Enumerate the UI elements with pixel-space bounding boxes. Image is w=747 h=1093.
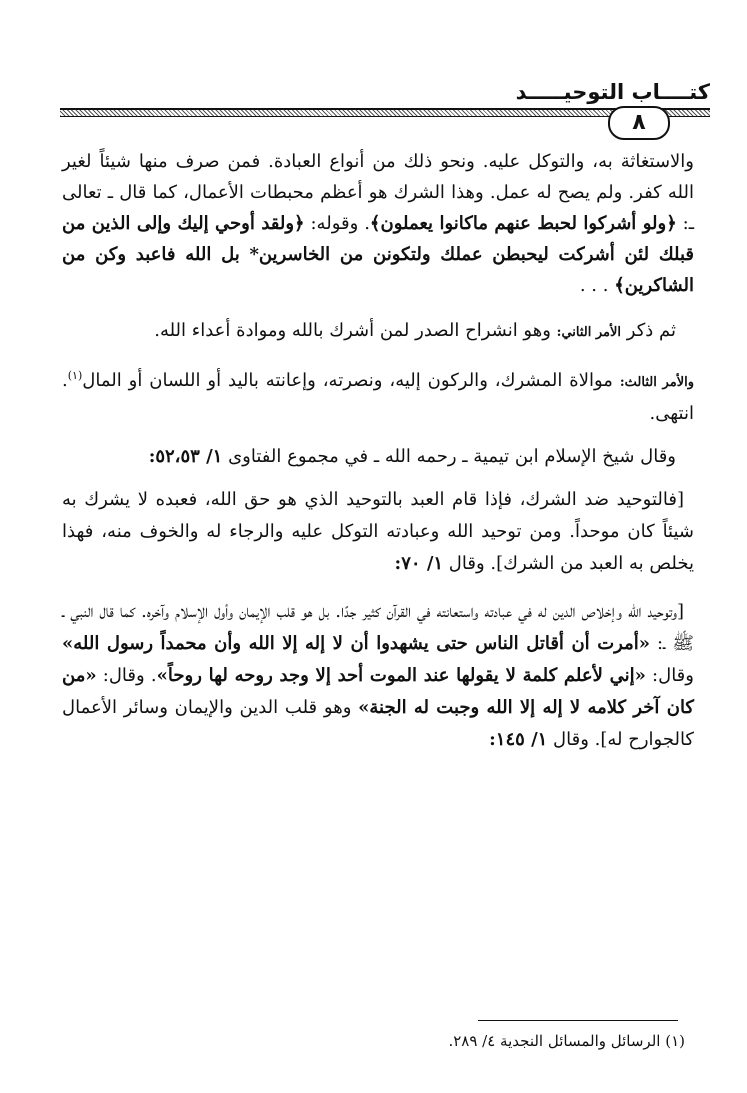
footnote-text: الرسائل والمسائل النجدية ٤/ ٢٨٩. (448, 1032, 666, 1050)
hadith-quote-3: «من كان آخر كلامه لا إله إلا الله وجبت له الجنة» (62, 665, 695, 718)
text: . . . (579, 275, 615, 296)
text: موالاة المشرك، والركون إليه، ونصرته، وإعانته باليد أو اللسان أو المال (82, 370, 620, 391)
text: . وقوله: (304, 213, 370, 234)
volume-ref: ١/ ٥٢،٥٣: (148, 446, 223, 467)
hadith-quote-1: «أمرت أن أقاتل الناس حتى يشهدوا أن لا إله إلا الله وأن محمداً رسول الله» (62, 633, 650, 654)
text: [فالتوحيد ضد الشرك، فإذا قام العبد بالتوحيد الذي هو حق الله، فعبده لا يشرك به شيئاً كان موحداً. ومن توحيد الله وعبادته التوكل عليه والرجاء له والخوف منه، فهذا يخلص به العبد من الشرك]. وقال (62, 489, 694, 574)
volume-ref: ١/ ٧٠: (394, 553, 444, 574)
quran-quote-1: ﴿ولو أشركوا لحبط عنهم ماكانوا يعملون﴾ (369, 213, 677, 234)
section-label: والأمر الثالث: (619, 375, 694, 390)
footnote-marker: (١) (665, 1032, 685, 1050)
hadith-quote-2: «إني لأعلم كلمة لا يقولها عند الموت أحد إلا وجد روحه لها روحاً» (156, 665, 646, 686)
text: وقال شيخ الإسلام ابن تيمية ـ رحمه الله ـ في مجموع الفتاوى (222, 446, 676, 467)
page-number: ٨ (608, 106, 670, 140)
paragraph-2 (62, 315, 694, 348)
paragraph-1 (62, 146, 694, 301)
footnote-divider (478, 1020, 678, 1021)
paragraph-6 (62, 596, 694, 756)
text: وهو قلب الدين والإيمان وسائر الأعمال كالجوارح له]. وقال (62, 697, 694, 750)
text: ثم ذكر (621, 320, 676, 341)
text: . انتهى. (62, 370, 694, 424)
section-label: الأمر الثاني: (556, 325, 622, 340)
volume-ref: ١/ ١٤٥: (489, 729, 548, 750)
page-body (62, 146, 694, 756)
footnote (448, 1028, 685, 1054)
quran-quote-2: ﴿ولقد أوحي إليك وإلى الذين من قبلك لئن أشركت ليحبطن عملك ولتكونن من الخاسرين* بل الله فاعبد وكن من الشاكرين﴾ (62, 213, 694, 296)
text: وقال: (645, 665, 694, 686)
footnote-ref: (١) (67, 369, 83, 382)
text: والاستغاثة به، والتوكل عليه. ونحو ذلك من أنواع العبادة. فمن صرف منها شيئاً لغير الله كفر. ولم يصح له عمل. وهذا الشرك هو أعظم محبطات الأعمال، كما قال ـ تعالى ـ: (62, 151, 694, 234)
paragraph-5 (62, 484, 694, 580)
text: وهو انشراح الصدر لمن أشرك بالله وموادة أعداء الله. (154, 320, 557, 341)
book-title: كتــــاب التوحيـــــد (515, 80, 710, 104)
paragraph-3 (62, 360, 694, 429)
text: [وتوحيد الله وإخلاص الدين له في عبادته واستعانته في القرآن كثير جدًا. بل هو قلب الإيمان وأول الإسلام وآخره. كما قال النبي ـ ﷺ ـ: (62, 601, 694, 654)
paragraph-4 (62, 441, 694, 472)
text: . وقال: (96, 665, 157, 686)
